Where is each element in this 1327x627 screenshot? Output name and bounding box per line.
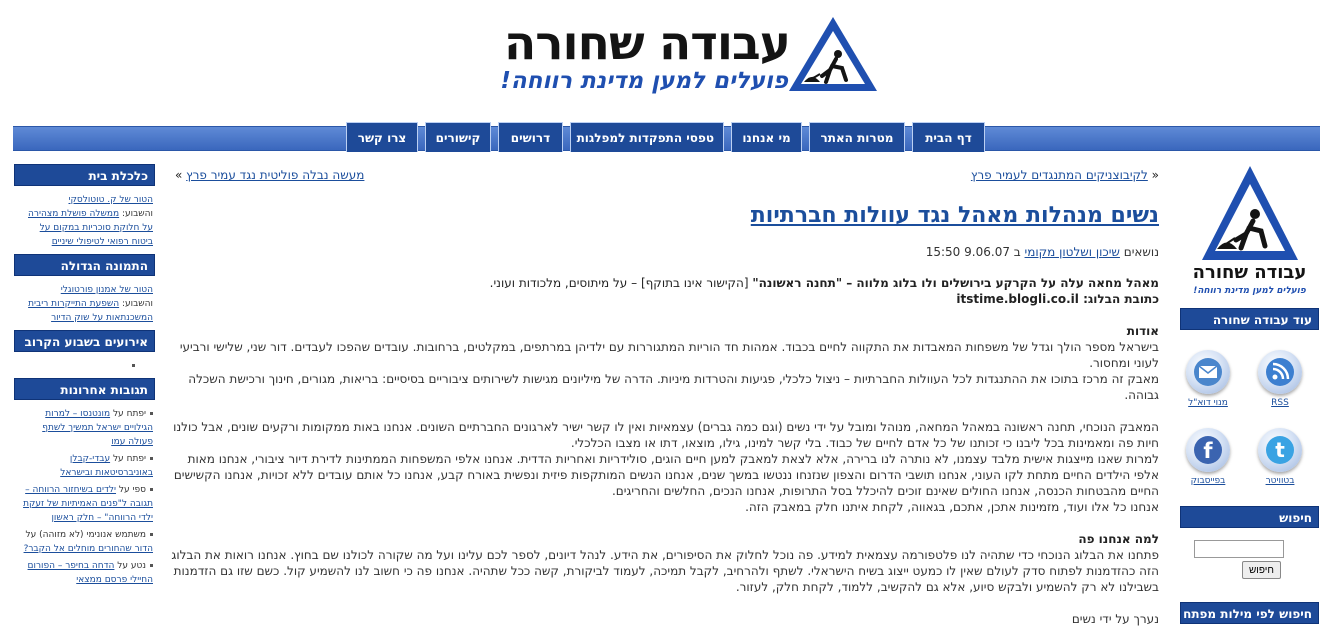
- about-paragraph-2: מאבק זה מרכז בתוכו את ההתנגדות לכל העוולות החברתיות – ניצול כלכלי, פגיעות והטרדות מיניות. הדרה של מיליונים מגישות לשירותים ציבוריים בסיסיים: בריאות, מגורים, חינוך ורכישת השכלה גבוהה.: [188, 372, 1159, 402]
- site-subtitle: פועלים למען מדינת רווחה!: [500, 68, 788, 94]
- email-icon: [1186, 350, 1230, 394]
- about-paragraph-1: בישראל מספר הולך וגדל של משפחות המאבדות את התקווה לחיים בכבוד. אמהות חד הוריות המתגוררות עם ילדיהן במרתפים, במקלטים, ברחובות. עובדים שהפכו לעבדים. דור שני, שלישי ורביעי לעוני ומחסור.: [179, 340, 1159, 370]
- comment-on: על: [116, 485, 133, 495]
- facebook-label[interactable]: בפייסבוק: [1190, 476, 1226, 486]
- comment-item: [16, 559, 153, 587]
- prev-post: « לקיבוצניקים המתנגדים לעמיר פרץ: [970, 168, 1159, 182]
- intro-blog-address: כתובת הבלוג: itstime.blogli.co.il: [956, 292, 1159, 306]
- search-box: [1180, 528, 1319, 600]
- economy-this-week-label: והשבוע:: [119, 209, 153, 219]
- comment-item: [16, 452, 153, 480]
- about-heading: אודות: [1126, 324, 1159, 338]
- sidebar-logo-title: עבודה שחורה: [1192, 262, 1307, 283]
- nav-site-goals[interactable]: מטרות האתר: [809, 122, 905, 152]
- big-picture-article-link[interactable]: השפעת התייקרות ריבית המשכנתאות על שוק הדיור: [28, 299, 153, 323]
- meta-prefix: נושאים: [1119, 245, 1159, 259]
- economy-box-title: כלכלת בית: [14, 164, 155, 186]
- big-picture-box-body: [14, 276, 155, 330]
- bullet-icon: [150, 412, 153, 415]
- sidebar-logo[interactable]: [1185, 164, 1315, 304]
- comment-on: על: [25, 530, 40, 540]
- next-section: [171, 611, 1159, 627]
- nav-about-us[interactable]: מי אנחנו: [731, 122, 802, 152]
- events-box-title: אירועים בשבוע הקרוב: [14, 330, 155, 352]
- recent-comments-title: תגובות אחרונות: [14, 378, 155, 400]
- why-section: [171, 531, 1159, 595]
- about-section: [171, 323, 1159, 403]
- nav-contact[interactable]: צרו קשר: [346, 122, 418, 152]
- post-title[interactable]: נשים מנהלות מאהל נגד עוולות חברתיות: [750, 203, 1159, 228]
- next-section-heading: נערך על ידי נשים: [1071, 612, 1159, 626]
- main-content: [171, 164, 1159, 627]
- comment-post-link[interactable]: הדור שהחורים מוחלים אל הקבר?: [23, 544, 153, 554]
- next-post-link[interactable]: מעשה נבלה פוליטית נגד עמיר פרץ: [186, 168, 365, 182]
- svg-text:f: f: [1203, 439, 1213, 463]
- post-date: ב 9.06.07 15:50: [925, 245, 1025, 259]
- comment-post-link[interactable]: הדחה בחיפר – הפורום החיילי פרסם ממצאי: [27, 561, 153, 585]
- big-picture-author-link[interactable]: הטור של אמנון פורטוגלי: [60, 285, 153, 295]
- struggle-section: [171, 419, 1159, 515]
- comment-on: על: [110, 454, 127, 464]
- economy-box-body: [14, 186, 155, 254]
- social-links: [1180, 330, 1319, 506]
- struggle-paragraph-2: למרות שאנו מייצגות אישית מלבד עצמנו, לא נותרה לנו ברירה, אלא לצאת למאבק למען חיים הוגים, סולידריות ואחריות הדדית. אנחנו אלפי המשפחות הממתינות לדירת דיור ציבורי, אנחנו מאות אלפי הילדים החיים מתחת לקו העוני, אנחנו תושבי הדרום והצפון שנזנחו ננטשו במשך שנים, אנחנו הנשים המותקפות פיזית ונפשית באורח קבע, אנחנו כל אותם עובדים ללא זכויות, אנחנו הקשישים החיים מהבטחות הכנסה, אנחנו החולים שאינם זוכים להיכלל בסל התרופות, אנחנו הנכים, החלשים והחריגים.: [173, 452, 1159, 498]
- why-heading: למה אנחנו פה: [1078, 532, 1159, 546]
- right-sidebar: [1180, 164, 1319, 624]
- why-paragraph-1: פתחנו את הבלוג הנוכחי כדי שתהיה לנו פלטפורמה עצמאית למידע. פה נוכל לחלוק את הסיפורים, את הידע. לנהל דיונים, לספר לכם עלינו ועל מה שקורה לכולנו שם בחוץ. אנחנו רואות את הבלוג הזה כהזדמנות לפתוח סדק לעולם שאין לו כמעט ייצוג בשיח הישראלי. לשתף ולהרחיב, לקבל תמיכה, לעמוד לביקורת, קשה ככל שתהיה. אנחנו פה כי חשוב לנו להשמיע קול. כשם שזו גם הזדמנות בשבילנו לא רק להשמיע ולבקש סיוע, אלא גם להקשיב, ללמוד, לקחת חלק, לעזור.: [171, 548, 1159, 594]
- bullet-icon: [150, 564, 153, 567]
- keyword-search-title: חיפוש לפי מילות מפתח: [1180, 602, 1319, 624]
- left-sidebar: [14, 164, 155, 595]
- comment-author: נטע: [130, 561, 146, 571]
- comment-author: משתמש אנונימי (לא מזוהה): [39, 530, 146, 540]
- facebook-link[interactable]: [1178, 428, 1238, 486]
- intro-blog-name: "תחנה ראשונה": [752, 276, 843, 290]
- bullet-icon: [150, 533, 153, 536]
- comment-post-link[interactable]: מונטנסו – למרות הגילויים ישראל תמשיך לשתף פעולה עמו: [42, 409, 153, 447]
- bullet-icon: [150, 488, 153, 491]
- sidebar-logo-subtitle: פועלים למען מדינת רווחה!: [1193, 286, 1306, 296]
- post-navigation: [171, 164, 1159, 184]
- post-intro: [171, 275, 1159, 307]
- big-picture-this-week-label: והשבוע:: [119, 299, 153, 309]
- next-post: מעשה נבלה פוליטית נגד עמיר פרץ »: [175, 168, 365, 182]
- post-meta: [171, 245, 1159, 259]
- email-link[interactable]: [1178, 350, 1238, 408]
- facebook-icon: [1186, 428, 1230, 472]
- rss-label[interactable]: RSS: [1271, 398, 1289, 408]
- comment-on: על: [114, 561, 131, 571]
- twitter-link[interactable]: [1250, 428, 1310, 486]
- rss-icon: [1258, 350, 1302, 394]
- intro-text-c: [הקישור אינו בתוקף] – על מיתוסים, מלכודות ועוני.: [489, 276, 753, 290]
- nav-wanted[interactable]: דרושים: [498, 122, 563, 152]
- events-bullet: [132, 364, 135, 367]
- comment-author: ספי: [132, 485, 146, 495]
- twitter-label[interactable]: בטוויטר: [1265, 476, 1295, 486]
- site-logo[interactable]: [455, 12, 880, 112]
- comment-post-link[interactable]: עבדי-קבלן באוניברסיטאות ובישראל: [60, 454, 153, 478]
- bullet-icon: [150, 457, 153, 460]
- rss-link[interactable]: [1250, 350, 1310, 408]
- comment-on: על: [110, 409, 127, 419]
- economy-author-link[interactable]: הטור של ק. טוטולסקי: [68, 195, 153, 205]
- twitter-icon: [1258, 428, 1302, 472]
- worker-triangle-icon: [1199, 164, 1301, 264]
- intro-text-a: מאהל מחאה עלה על הקרקע בירושלים ולו בלוג מלווה –: [842, 276, 1159, 290]
- comment-author: יפתח: [126, 454, 146, 464]
- search-button[interactable]: חיפוש: [1242, 561, 1281, 579]
- comment-post-link[interactable]: ילדים בשיחזור הרווחה – תגובה ל"פנים האמיתיות של זעקת ילדי הרווחה" – חלק ראשון: [23, 485, 153, 523]
- events-box-body: [14, 352, 155, 378]
- prev-post-link[interactable]: לקיבוצניקים המתנגדים לעמיר פרץ: [970, 168, 1148, 182]
- comment-author: יפתח: [126, 409, 146, 419]
- nav-home[interactable]: דף הבית: [912, 122, 985, 152]
- email-label[interactable]: מנוי דוא"ל: [1188, 398, 1228, 408]
- struggle-paragraph-1: המאבק הנוכחי, תחנה ראשונה במאהל המחאה, מנוהל ומובל על ידי נשים (וגם כמה גברים) עצמאיות ואין לו קשר ישיר לארגונים החברתיים השונים. אנחנו באות ממקומות ורקעים שונים, אבל כולנו חיות פה ומאמינות בכל ליבנו כי זכותנו של כל אדם לחיים של כבוד. בלי קשר למינו, גילו, מוצאו, דתו או מצבו הכלכלי.: [173, 420, 1159, 450]
- nav-party-forms[interactable]: טפסי התפקדות למפלגות: [570, 122, 724, 152]
- struggle-paragraph-3: אנחנו כל אלו ועוד, מזמינות אתכן, אתכם, בגאווה, לקחת איתנו חלק במאבק הזה.: [745, 500, 1159, 514]
- nav-links[interactable]: קישורים: [425, 122, 491, 152]
- site-title: עבודה שחורה: [503, 16, 790, 71]
- recent-comments-body: [14, 400, 155, 595]
- comment-item: [16, 483, 153, 525]
- worker-triangle-icon: [786, 14, 880, 94]
- more-box-title: עוד עבודה שחורה: [1180, 308, 1319, 330]
- search-box-title: חיפוש: [1180, 506, 1319, 528]
- svg-text:t: t: [1275, 438, 1285, 462]
- big-picture-box-title: התמונה הגדולה: [14, 254, 155, 276]
- search-input[interactable]: [1194, 540, 1284, 558]
- post-category-link[interactable]: שיכון ושלטון מקומי: [1024, 245, 1120, 259]
- economy-article-link[interactable]: ממשלה פושלת מצהירה על חלוקת סוכריות במקום על ביטוח רפואי לטיפולי שיניים: [28, 209, 153, 247]
- comment-item: [16, 528, 153, 556]
- comment-item: [16, 407, 153, 449]
